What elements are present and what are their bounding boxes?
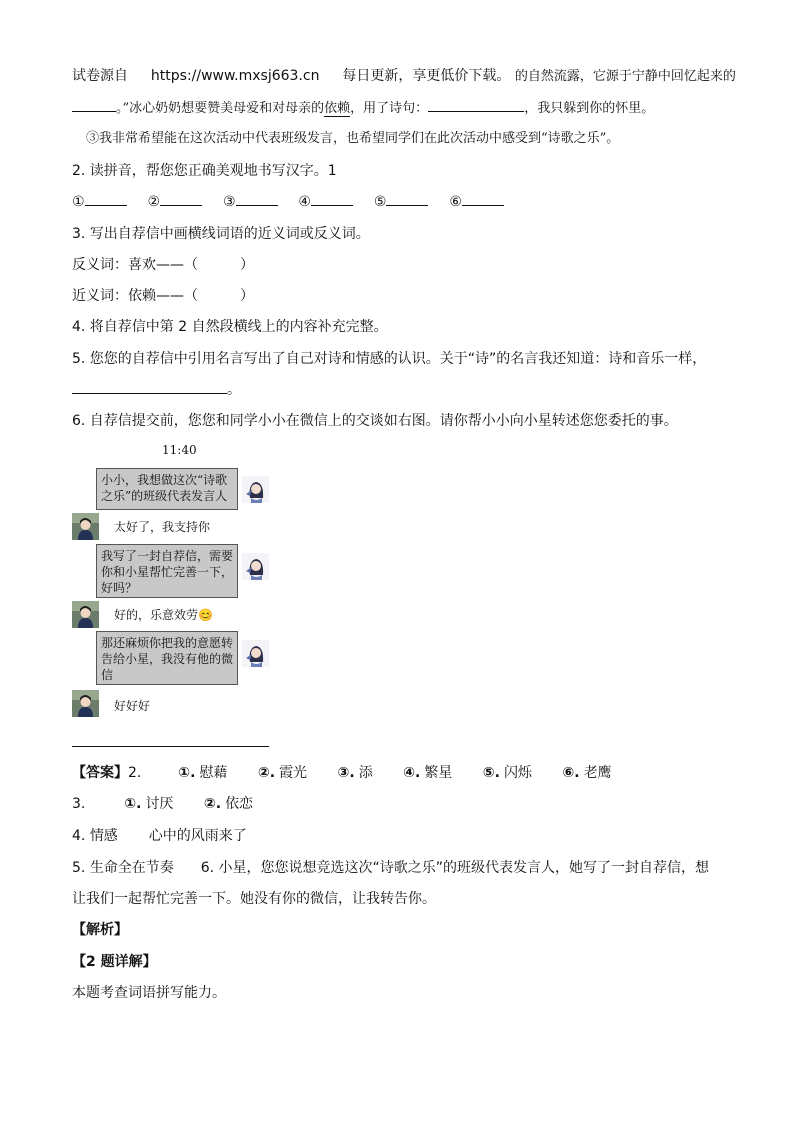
answer-item	[178, 762, 227, 784]
answer-number: 4.	[72, 828, 86, 844]
answer-item	[124, 793, 173, 815]
question-2-slots	[72, 191, 734, 213]
answer-word: 霞光	[279, 765, 308, 781]
answer-number: 5.	[72, 860, 86, 876]
slot-label: ②	[147, 194, 161, 210]
answer-blank[interactable]	[236, 191, 278, 206]
answer-number: 3.	[72, 796, 86, 812]
passage-text: 。”冰心奶奶想要赞美母爱和对母亲的	[116, 101, 325, 116]
source-url[interactable]: https://www.mxsj663.cn	[150, 68, 320, 84]
answer-index: ④.	[403, 765, 421, 781]
answer-word: 繁星	[424, 765, 453, 781]
answers-q2	[72, 762, 734, 784]
question-3-antonym: 反义词：喜欢——（ ）	[72, 257, 254, 273]
answer-index: ②.	[203, 796, 222, 812]
question-4: 4. 将自荐信中第 2 自然段横线上的内容补充完整。	[72, 319, 388, 335]
question-3-synonym: 近义词：依赖——（ ）	[72, 288, 254, 304]
avatar-boy	[72, 601, 99, 628]
analysis-detail-text: 本题考查词语拼写能力。	[72, 985, 226, 1001]
chat-time: 11:40	[162, 443, 197, 457]
passage-continuation: 的自然流露，它源于宁静中回忆起来的	[514, 69, 736, 84]
question-5-answer-line	[72, 379, 734, 401]
answer-item	[562, 762, 611, 784]
answer-item	[403, 762, 452, 784]
passage-text: ，我只躲到你的怀里。	[524, 101, 655, 116]
question-6: 6. 自荐信提交前，您您和同学小小在微信上的交谈如右图。请你帮小小向小星转述您您委托的事。	[72, 413, 678, 429]
answer-word: 闪烁	[503, 765, 532, 781]
slot-label: ③	[222, 194, 236, 210]
answer-q6-text: 6. 小星，您您说想竞选这次“诗歌之乐”的班级代表发言人，她写了一封自荐信，想	[200, 860, 710, 876]
slot-label: ④	[298, 194, 311, 210]
answer-label: 【答案】	[72, 765, 128, 781]
answer-index: ①.	[124, 796, 142, 812]
avatar-girl	[242, 553, 269, 580]
chat-bubble-left: 好的，乐意效劳😊	[114, 608, 213, 622]
answers-q6-cont: 让我们一起帮忙完善一下。她没有你的微信，让我转告你。	[72, 891, 436, 907]
q5-end: 。	[227, 382, 241, 398]
answer-index: ③.	[337, 765, 355, 781]
answer-rule	[72, 746, 269, 747]
avatar-boy	[72, 690, 99, 717]
answer-word: 讨厌	[145, 796, 174, 812]
chat-bubble-right: 小小，我想做这次“诗歌之乐”的班级代表发言人	[96, 468, 238, 510]
answer-blank[interactable]	[311, 191, 353, 206]
answers-q5-q6	[72, 857, 734, 879]
question-2: 2. 读拼音，帮您您正确美观地书写汉字。1	[72, 163, 337, 179]
answer-word: 老鹰	[583, 765, 612, 781]
question-5: 5. 您您的自荐信中引用名言写出了自己对诗和情感的认识。关于“诗”的名言我还知道：诗和音乐一样，	[72, 351, 707, 367]
answer-item	[483, 762, 532, 784]
slot-label: ⑥	[449, 194, 462, 210]
answer-blank[interactable]	[160, 191, 202, 206]
avatar-boy	[72, 513, 99, 540]
question-3: 3. 写出自荐信中画横线词语的近义词或反义词。	[72, 226, 370, 242]
answer-blank[interactable]	[462, 191, 504, 206]
answer-word: 生命全在节奏	[89, 860, 174, 876]
answer-index: ⑤.	[482, 765, 500, 781]
answer-word: 心中的风雨来了	[148, 828, 247, 844]
answers-q3	[72, 793, 734, 815]
answer-item	[258, 762, 307, 784]
fill-blank	[72, 97, 116, 112]
fill-blank	[428, 97, 524, 112]
avatar-girl	[242, 640, 269, 667]
source-prefix: 试卷源自	[72, 68, 128, 84]
chat-bubble-left: 好好好	[114, 699, 151, 713]
chat-bubble-left: 太好了，我支持你	[114, 520, 211, 534]
passage-text: ，用了诗句：	[350, 101, 429, 116]
answer-index: ⑥.	[562, 765, 580, 781]
analysis-label: 【解析】	[72, 922, 128, 938]
avatar-girl	[242, 476, 269, 503]
answer-blank[interactable]	[85, 191, 127, 206]
chat-bubble-right: 我写了一封自荐信，需要你和小星帮忙完善一下，好吗？	[96, 544, 238, 598]
slot-label: ①	[72, 194, 85, 210]
answer-word: 添	[358, 765, 373, 781]
passage-line-2	[72, 97, 734, 120]
answer-number: 2.	[128, 765, 142, 781]
answer-blank[interactable]	[72, 379, 227, 394]
analysis-detail-label: 【2 题详解】	[72, 954, 157, 970]
answer-index: ②.	[257, 765, 276, 781]
answer-word: 情感	[89, 828, 118, 844]
passage-line-3: ③我非常希望能在这次活动中代表班级发言，也希望同学们在此次活动中感受到“诗歌之乐”。	[86, 131, 620, 146]
header-line	[72, 65, 734, 88]
answer-index: ①.	[178, 765, 196, 781]
answer-item	[204, 793, 253, 815]
underlined-word: 依赖	[324, 101, 351, 116]
slot-label: ⑤	[373, 194, 387, 210]
answer-word: 慰藉	[199, 765, 228, 781]
chat-bubble-right: 那还麻烦你把我的意愿转告给小星，我没有他的微信	[96, 631, 238, 685]
answers-q4	[72, 825, 734, 847]
answer-item	[338, 762, 373, 784]
answer-word: 依恋	[225, 796, 254, 812]
answer-blank[interactable]	[386, 191, 428, 206]
update-note: 每日更新，享更低价下载。	[342, 68, 511, 84]
